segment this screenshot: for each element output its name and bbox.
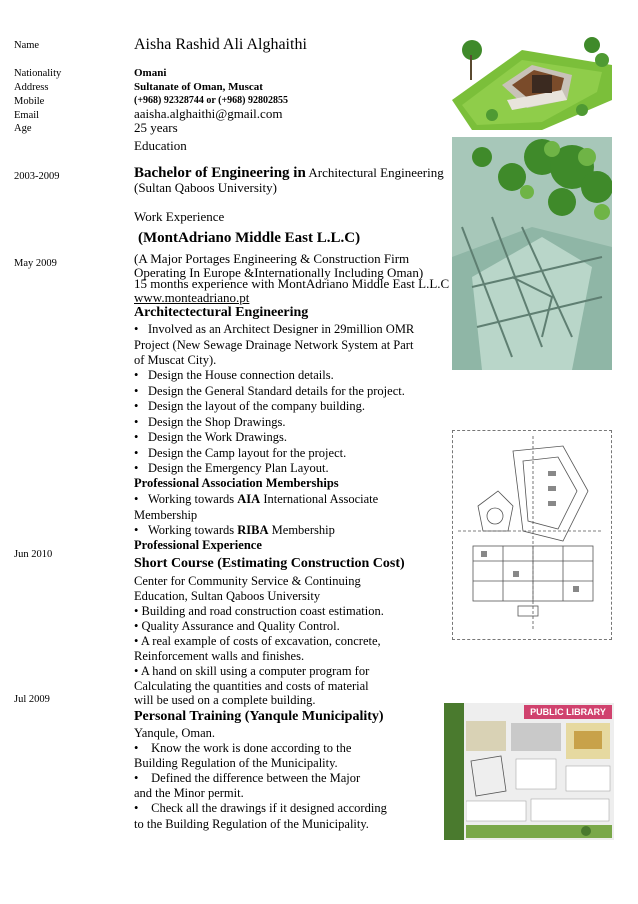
poster-side-band	[444, 703, 464, 840]
company-desc-3: 15 months experience with MontAdriano Middle East L.L.C	[134, 276, 450, 291]
role-title: Architectectural Engineering	[134, 305, 309, 320]
work-bullet-5: • Design the Shop Drawings.	[134, 415, 286, 429]
company-desc-1: (A Major Portages Engineering & Construction Firm	[134, 251, 410, 266]
label-age: Age	[14, 123, 32, 134]
mobile-value: (+968) 92328744 or (+968) 92802855	[134, 95, 288, 106]
glass-facade-image	[452, 137, 612, 370]
training-bullet-3: • Check all the drawings if it designed according	[134, 801, 387, 815]
full-name: Aisha Rashid Ali Alghaithi	[134, 36, 307, 53]
work-bullet-7: • Design the Camp layout for the project.	[134, 446, 347, 460]
course-item-4-line2: Calculating the quantities and costs of material	[134, 679, 369, 693]
course-item-1: • Building and road construction coast estimation.	[134, 604, 384, 618]
training-bullet-1-line2: Building Regulation of the Municipality.	[134, 756, 338, 770]
course-center-2: Education, Sultan Qaboos University	[134, 589, 321, 603]
address-value: Sultanate of Oman, Muscat	[134, 81, 263, 93]
label-course-date: Jun 2010	[14, 549, 53, 560]
label-nationality: Nationality	[14, 68, 62, 79]
company-desc-2: Operating In Europe &Internationally Including Oman)	[134, 265, 424, 280]
professional-heading: Professional Experience	[134, 538, 262, 552]
training-location: Yanqule, Oman.	[134, 726, 216, 740]
work-bullet-2: • Design the House connection details.	[134, 368, 334, 382]
label-mobile: Mobile	[14, 96, 45, 107]
bullet-dot: •	[134, 322, 139, 336]
riba-membership: • Working towards RIBA Membership	[134, 523, 335, 537]
work-bullet-1-line2: Project (New Sewage Drainage Network System at Part	[134, 338, 414, 352]
work-bullet-8: • Design the Emergency Plan Layout.	[134, 461, 329, 475]
course-item-4-line3: will be used on a complete building.	[134, 693, 316, 707]
work-bullet-1: • Involved as an Architect Designer in 29million OMR	[134, 322, 415, 336]
poster-title: PUBLIC LIBRARY	[524, 705, 612, 719]
age-value: 25 years	[134, 120, 178, 135]
school-name: (Sultan Qaboos University)	[134, 180, 277, 195]
work-bullet-1-line3: of Muscat City).	[134, 353, 217, 367]
email-value: aaisha.alghaithi@gmail.com	[134, 106, 283, 121]
course-item-3-line2: Reinforcement walls and finishes.	[134, 649, 305, 663]
training-bullet-1: • Know the work is done according to the	[134, 741, 352, 755]
training-bullet-3-line2: to the Building Regulation of the Municipality.	[134, 817, 369, 831]
label-address: Address	[14, 82, 49, 93]
label-name: Name	[14, 40, 40, 51]
work-bullet-6: • Design the Work Drawings.	[134, 430, 288, 444]
library-poster-image	[444, 703, 614, 840]
education-heading: Education	[134, 138, 187, 153]
degree-rest: Architectural Engineering	[305, 165, 444, 180]
training-bullet-2-line2: and the Minor permit.	[134, 786, 244, 800]
work-heading: Work Experience	[134, 209, 225, 224]
company-name: (MontAdriano Middle East L.L.C)	[138, 230, 361, 246]
nationality-value: Omani	[134, 67, 167, 79]
company-url-link[interactable]: www.monteadriano.pt	[134, 290, 250, 305]
course-center-1: Center for Community Service & Continuing	[134, 574, 361, 588]
aia-membership: • Working towards AIA International Associate	[134, 492, 379, 506]
training-title: Personal Training (Yanqule Municipality)	[134, 709, 384, 724]
aia-membership-line2: Membership	[134, 508, 198, 522]
label-work-date: May 2009	[14, 258, 57, 269]
work-bullet-3: • Design the General Standard details for the project.	[134, 384, 405, 398]
training-bullet-2: • Defined the difference between the Major	[134, 771, 361, 785]
label-email: Email	[14, 110, 40, 121]
course-item-2: • Quality Assurance and Quality Control.	[134, 619, 340, 633]
associations-heading: Professional Association Memberships	[134, 476, 339, 490]
floor-plan-drawing	[452, 430, 612, 640]
short-course-title: Short Course (Estimating Construction Cost)	[134, 556, 405, 571]
label-training-date: Jul 2009	[14, 694, 50, 705]
work-bullet-4: • Design the layout of the company building.	[134, 399, 365, 413]
degree-bold: Bachelor of Engineering in	[134, 165, 306, 181]
label-education-date: 2003-2009	[14, 171, 60, 182]
course-item-3: • A real example of costs of excavation, concrete,	[134, 634, 381, 648]
course-item-4: • A hand on skill using a computer program for	[134, 664, 370, 678]
building-rendering-image	[452, 30, 612, 130]
